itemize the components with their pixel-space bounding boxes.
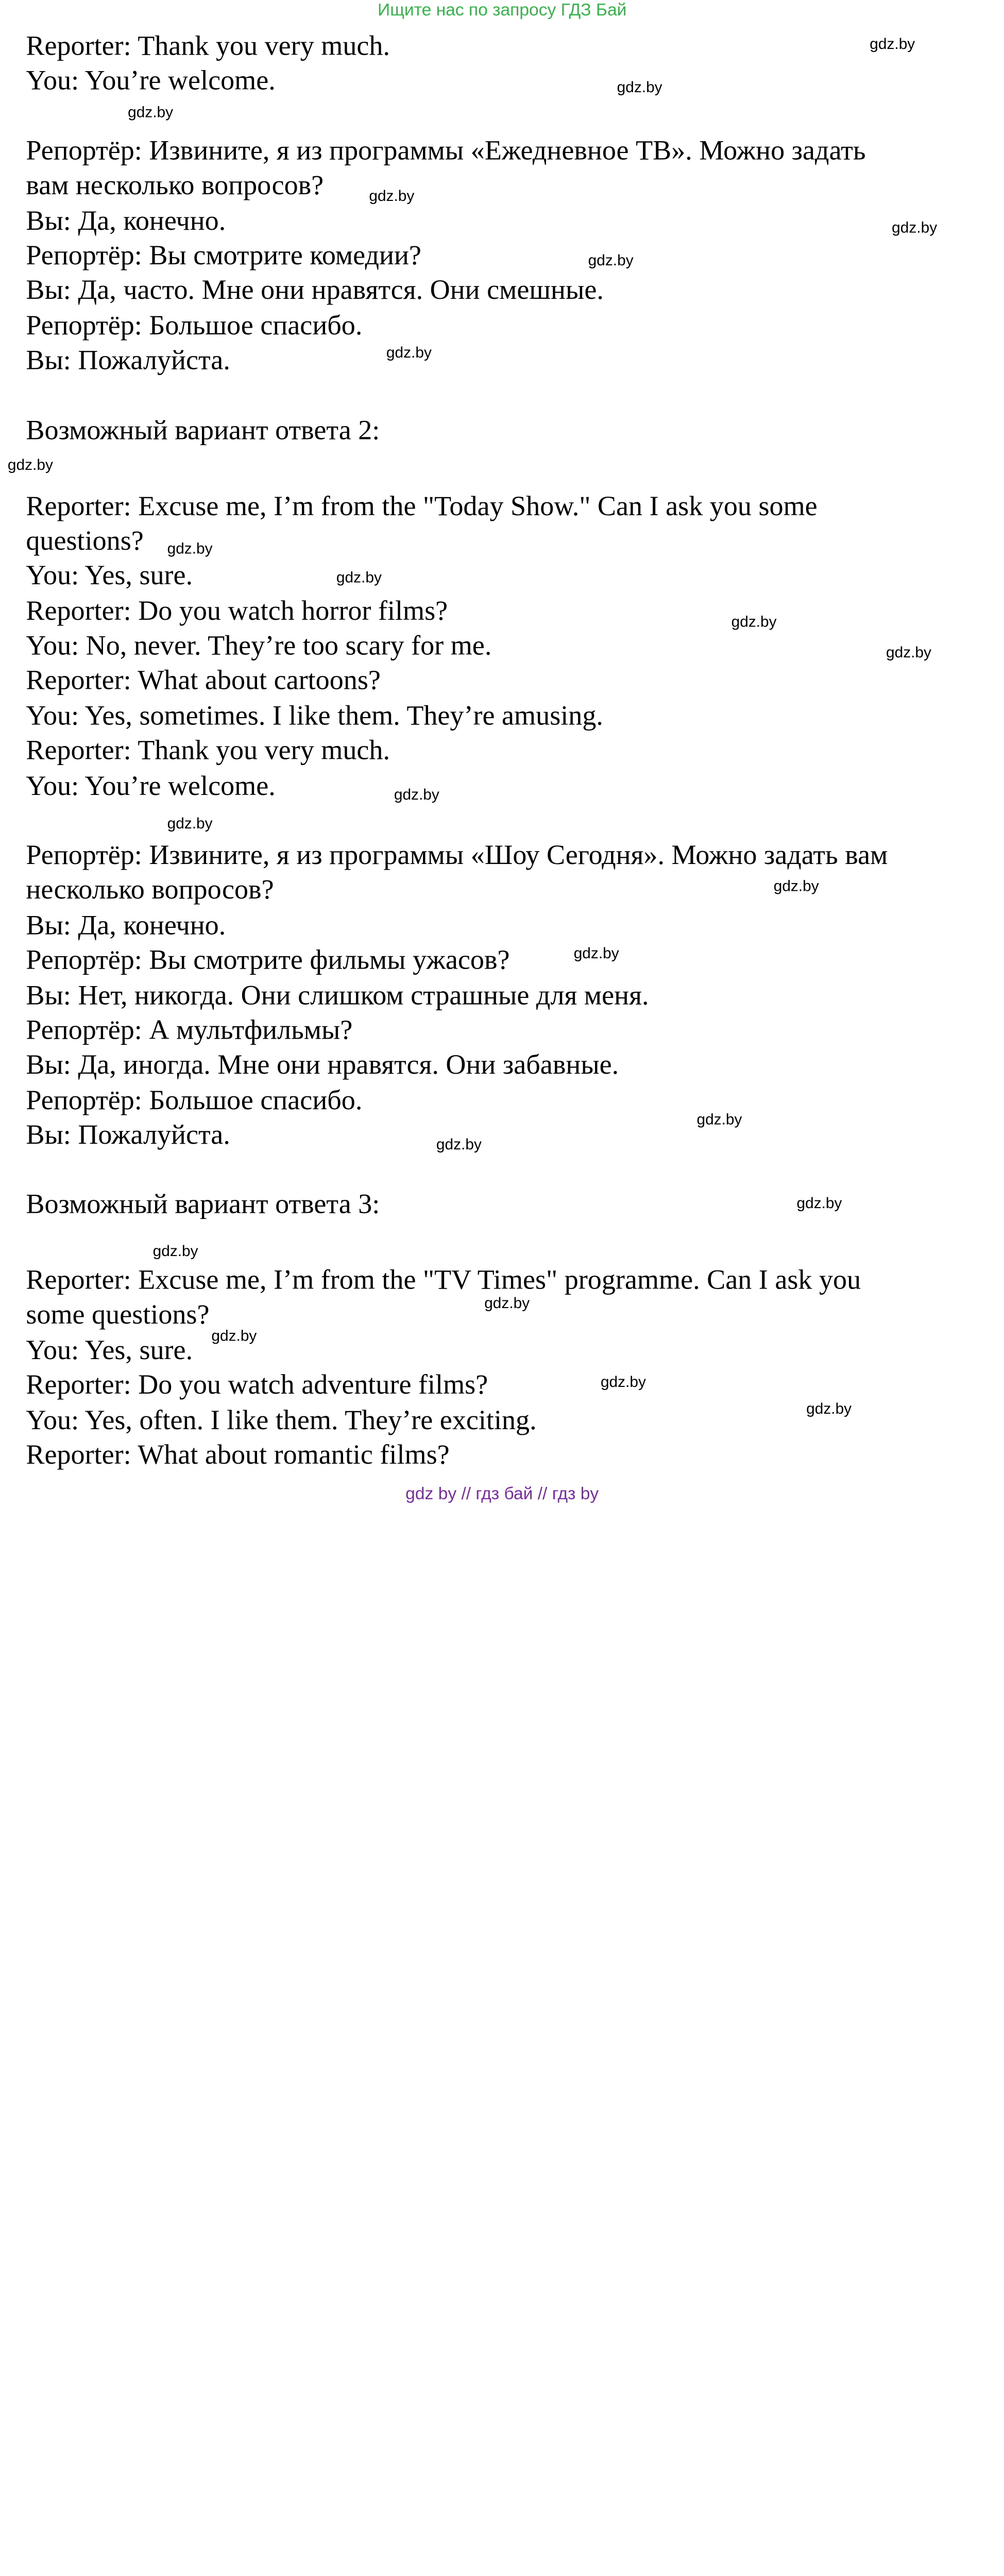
- watermark: gdz.by: [573, 945, 619, 962]
- text-line: Репортёр: Извините, я из программы «Ежедневное ТВ». Можно задать: [26, 135, 866, 166]
- watermark: gdz.by: [484, 1295, 530, 1312]
- watermark: gdz.by: [617, 79, 662, 96]
- text-line: You: No, never. They’re too scary for me.: [26, 630, 492, 662]
- text-line: You: Yes, sometimes. I like them. They’re amusing.: [26, 700, 603, 732]
- watermark: gdz.by: [870, 36, 915, 53]
- text-line: Репортёр: Большое спасибо.: [26, 310, 363, 342]
- watermark: gdz.by: [731, 614, 777, 631]
- text-line: Репортёр: Вы смотрите комедии?: [26, 240, 421, 272]
- footer-banner: gdz by // гдз бай // гдз by: [405, 1484, 599, 1503]
- text-line: You: Yes, sure.: [26, 560, 193, 591]
- section-heading: Возможный вариант ответа 3:: [26, 1189, 380, 1220]
- text-line: Вы: Нет, никогда. Они слишком страшные для меня.: [26, 980, 649, 1011]
- watermark: gdz.by: [211, 1328, 257, 1345]
- text-line: You: Yes, sure.: [26, 1335, 193, 1366]
- watermark: gdz.by: [806, 1401, 852, 1418]
- text-line: Репортёр: Извините, я из программы «Шоу Сегодня». Можно задать вам: [26, 840, 888, 871]
- text-line: вам несколько вопросов?: [26, 170, 324, 201]
- text-line: You: You’re welcome.: [26, 65, 276, 96]
- watermark: gdz.by: [796, 1195, 842, 1212]
- watermark: gdz.by: [588, 252, 634, 269]
- watermark: gdz.by: [7, 457, 53, 474]
- watermark: gdz.by: [152, 1243, 198, 1260]
- text-line: You: Yes, often. I like them. They’re exciting.: [26, 1405, 537, 1436]
- text-line: Репортёр: А мультфильмы?: [26, 1014, 353, 1046]
- text-line: Reporter: Do you watch horror films?: [26, 596, 448, 627]
- text-line: questions?: [26, 526, 144, 557]
- watermark: gdz.by: [696, 1112, 742, 1129]
- watermark: gdz.by: [436, 1137, 482, 1154]
- text-line: Вы: Да, конечно.: [26, 910, 226, 941]
- text-line: Вы: Да, конечно.: [26, 206, 226, 236]
- watermark: gdz.by: [600, 1374, 646, 1391]
- watermark: gdz.by: [167, 541, 213, 557]
- text-line: Reporter: Thank you very much.: [26, 30, 390, 62]
- text-line: Репортёр: Большое спасибо.: [26, 1085, 363, 1116]
- watermark: gdz.by: [369, 188, 415, 205]
- text-line: Reporter: Thank you very much.: [26, 735, 390, 766]
- watermark: gdz.by: [892, 220, 938, 236]
- text-line: You: You’re welcome.: [26, 771, 276, 802]
- watermark: gdz.by: [167, 816, 213, 833]
- text-line: Репортёр: Вы смотрите фильмы ужасов?: [26, 944, 510, 976]
- text-line: Reporter: Excuse me, I’m from the "TV Times" programme. Can I ask you: [26, 1264, 861, 1296]
- text-line: Reporter: What about cartoons?: [26, 665, 381, 696]
- text-line: Reporter: Do you watch adventure films?: [26, 1369, 488, 1401]
- text-line: Reporter: What about romantic films?: [26, 1439, 450, 1471]
- watermark: gdz.by: [773, 878, 819, 895]
- text-line: Вы: Пожалуйста.: [26, 345, 230, 376]
- text-line: Reporter: Excuse me, I’m from the "Today Show." Can I ask you some: [26, 491, 818, 522]
- section-heading: Возможный вариант ответа 2:: [26, 415, 380, 446]
- watermark: gdz.by: [336, 570, 382, 586]
- watermark: gdz.by: [886, 645, 931, 662]
- text-line: some questions?: [26, 1299, 210, 1330]
- watermark: gdz.by: [394, 787, 439, 804]
- text-line: Вы: Да, иногда. Мне они нравятся. Они забавные.: [26, 1049, 619, 1080]
- header-banner: Ищите нас по запросу ГДЗ Бай: [378, 0, 627, 20]
- watermark: gdz.by: [386, 345, 432, 362]
- watermark: gdz.by: [128, 105, 174, 122]
- text-line: Вы: Да, часто. Мне они нравятся. Они смешные.: [26, 275, 604, 306]
- text-line: несколько вопросов?: [26, 874, 274, 906]
- text-line: Вы: Пожалуйста.: [26, 1120, 230, 1151]
